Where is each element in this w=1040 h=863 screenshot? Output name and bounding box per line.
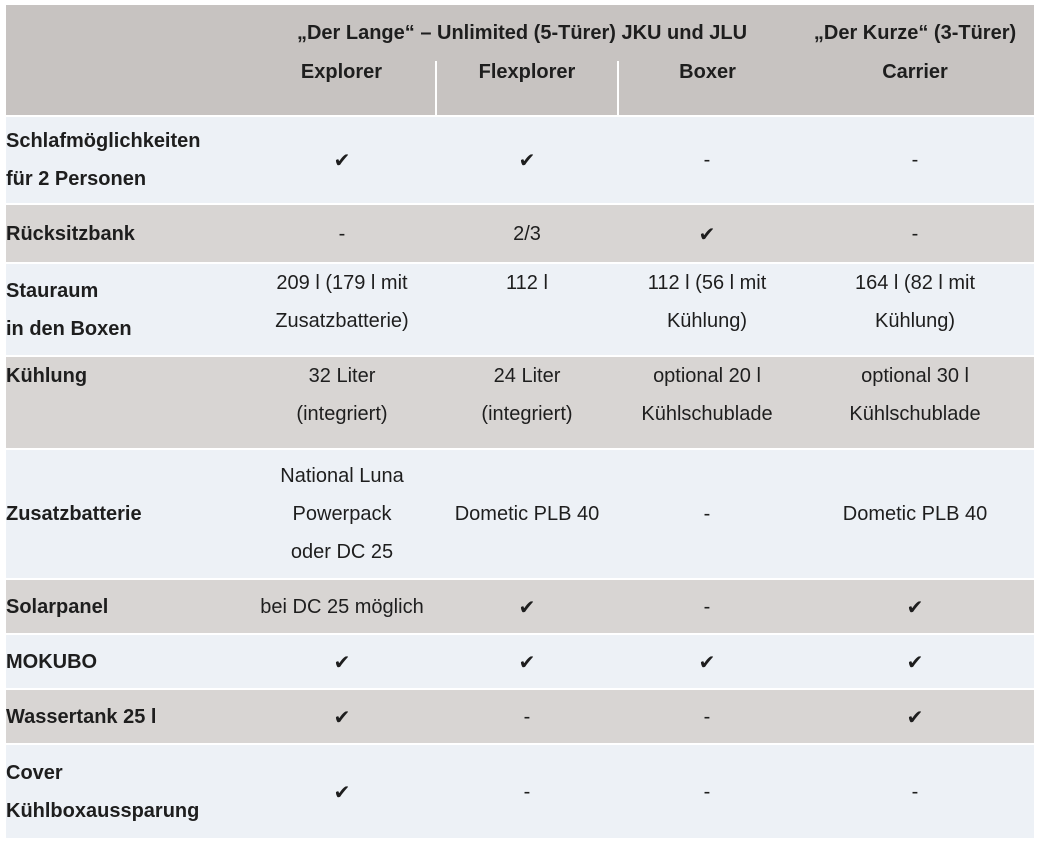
cell-flexplorer: ✔ (436, 634, 618, 689)
header-col-carrier: Carrier (882, 61, 948, 83)
row-label: Schlafmöglichkeiten für 2 Personen (6, 116, 248, 204)
cell-boxer: ✔ (618, 204, 796, 263)
cell-boxer: - (618, 116, 796, 204)
comparison-table (6, 5, 1034, 838)
cell-boxer: - (618, 449, 796, 579)
cell-carrier: Dometic PLB 40 (796, 449, 1034, 579)
cell-carrier: ✔ (796, 689, 1034, 744)
header-col-boxer: Boxer (618, 61, 796, 116)
header-model-row (6, 61, 1034, 116)
header-group-short: „Der Kurze“ (3-Türer) (813, 21, 1017, 44)
table-row (6, 579, 1034, 634)
cell-flexplorer: - (436, 744, 618, 838)
cell-flexplorer: 24 Liter (integriert) (436, 356, 618, 449)
header-col-flexplorer: Flexplorer (436, 61, 618, 116)
row-label: Solarpanel (6, 579, 248, 634)
row-label: Kühlung (6, 356, 248, 449)
table-row (6, 204, 1034, 263)
header-corner (6, 5, 248, 61)
cell-flexplorer: 112 l (436, 263, 618, 356)
header-col-explorer: Explorer (300, 61, 383, 83)
cell-carrier: 164 l (82 l mit Kühlung) (796, 263, 1034, 356)
cell-carrier: ✔ (796, 634, 1034, 689)
cell-carrier: - (796, 116, 1034, 204)
header-group-row (6, 5, 1034, 61)
table-row (6, 356, 1034, 449)
cell-explorer: ✔ (248, 116, 436, 204)
row-label: Stauraum in den Boxen (6, 263, 248, 356)
table-row (6, 689, 1034, 744)
cell-explorer: bei DC 25 möglich (248, 579, 436, 634)
table-body (6, 116, 1034, 838)
table-row (6, 449, 1034, 579)
header-group-long: „Der Lange“ – Unlimited (5-Türer) JKU und JLU (296, 21, 748, 44)
cell-explorer: - (248, 204, 436, 263)
cell-explorer: ✔ (248, 634, 436, 689)
cell-boxer: - (618, 689, 796, 744)
cell-boxer: optional 20 l Kühlschublade (618, 356, 796, 449)
table-row (6, 744, 1034, 838)
cell-explorer: ✔ (248, 744, 436, 838)
cell-carrier: ✔ (796, 579, 1034, 634)
cell-flexplorer: Dometic PLB 40 (436, 449, 618, 579)
cell-boxer: ✔ (618, 634, 796, 689)
cell-carrier: - (796, 744, 1034, 838)
cell-explorer: ✔ (248, 689, 436, 744)
cell-flexplorer: 2/3 (436, 204, 618, 263)
cell-carrier: optional 30 l Kühlschublade (796, 356, 1034, 449)
cell-flexplorer: - (436, 689, 618, 744)
row-label: Zusatzbatterie (6, 449, 248, 579)
cell-explorer: 32 Liter (integriert) (248, 356, 436, 449)
cell-boxer: 112 l (56 l mit Kühlung) (618, 263, 796, 356)
cell-flexplorer: ✔ (436, 579, 618, 634)
header-corner-lower (6, 61, 248, 116)
row-label: MOKUBO (6, 634, 248, 689)
table-row (6, 116, 1034, 204)
cell-explorer: National Luna Powerpack oder DC 25 (248, 449, 436, 579)
cell-boxer: - (618, 744, 796, 838)
table-header (6, 5, 1034, 116)
cell-explorer: 209 l (179 l mit Zusatzbatterie) (248, 263, 436, 356)
table-row (6, 263, 1034, 356)
row-label: Rücksitzbank (6, 204, 248, 263)
row-label: Wassertank 25 l (6, 689, 248, 744)
cell-carrier: - (796, 204, 1034, 263)
row-label: Cover Kühlboxaussparung (6, 744, 248, 838)
cell-flexplorer: ✔ (436, 116, 618, 204)
cell-boxer: - (618, 579, 796, 634)
table-row (6, 634, 1034, 689)
